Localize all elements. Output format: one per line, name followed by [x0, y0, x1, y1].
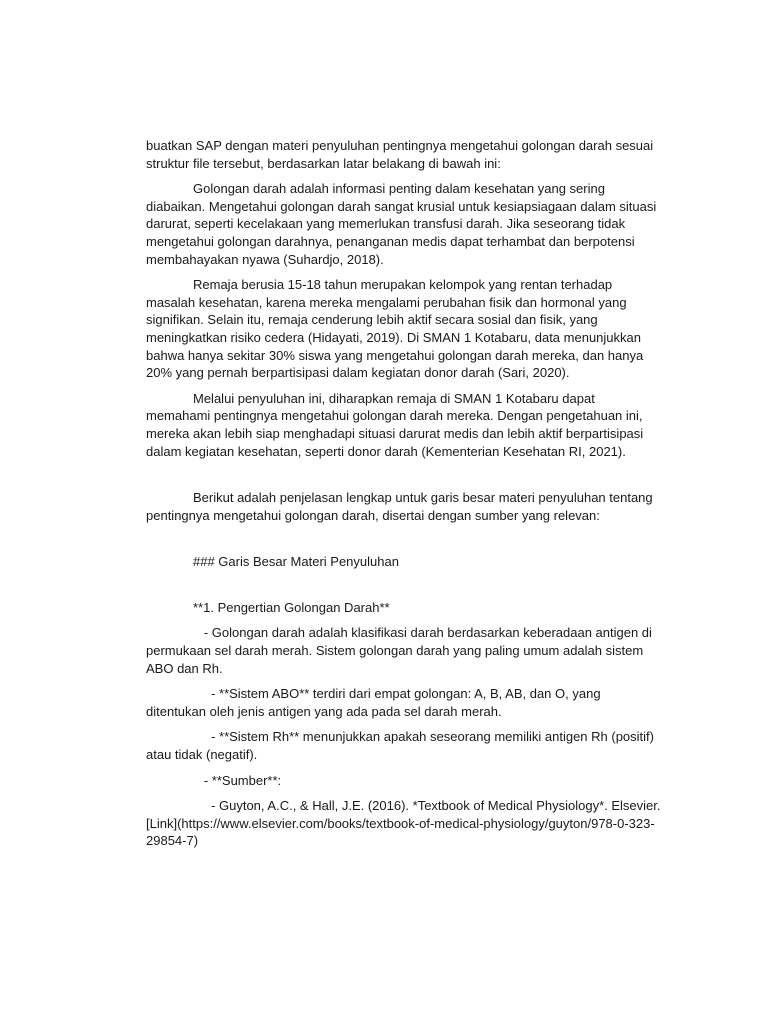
section-1-title: **1. Pengertian Golongan Darah**: [193, 599, 390, 615]
document-page: [146, 137, 665, 858]
outline-intro-paragraph: Berikut adalah penjelasan lengkap untuk garis besar materi penyuluhan tentang pentingnya mengetahui golongan darah, disertai dengan sumber yang relevan:: [146, 490, 657, 523]
background-paragraph-3: Melalui penyuluhan ini, diharapkan remaja di SMAN 1 Kotabaru dapat memahami pentingnya mengetahui golongan darah mereka. Dengan pengetahuan ini, mereka akan lebih siap menghadapi situasi darurat medis dan lebih aktif berpartisipasi dalam kegiatan kesehatan, seperti donor darah (Kementerian Kesehatan RI, 2021).: [146, 390, 647, 459]
section-1-abo-system: - **Sistem ABO** terdiri dari empat golongan: A, B, AB, dan O, yang ditentukan oleh jenis antigen yang ada pada sel darah merah.: [146, 686, 605, 719]
outline-heading: ### Garis Besar Materi Penyuluhan: [193, 554, 399, 570]
background-paragraph-2: Remaja berusia 15-18 tahun merupakan kelompok yang rentan terhadap masalah kesehatan, karena mereka mengalami perubahan fisik dan hormonal yang signifikan. Selain itu, remaja cenderung lebih aktif secara sosial dan fisik, yang meningkatkan risiko cedera (Hidayati, 2019). Di SMAN 1 Kotabaru, data menunjukkan bahwa hanya sekitar 30% siswa yang mengetahui golongan darah mereka, dan hanya 20% yang pernah berpartisipasi dalam kegiatan donor darah (Sari, 2020).: [146, 277, 647, 381]
intro-request-paragraph: buatkan SAP dengan materi penyuluhan pentingnya mengetahui golongan darah sesuai struktur file tersebut, berdasarkan latar belakang di bawah ini:: [146, 138, 657, 171]
background-paragraph-1: Golongan darah adalah informasi penting dalam kesehatan yang sering diabaikan. Mengetahui golongan darah sangat krusial untuk kesiapsiagaan dalam situasi darurat, seperti kecelakaan yang memerlukan transfusi darah. Jika seseorang tidak mengetahui golongan darahnya, penanganan medis dapat terhambat dan berpotensi membahayakan nyawa (Suhardjo, 2018).: [146, 181, 660, 267]
section-1-definition: - Golongan darah adalah klasifikasi darah berdasarkan keberadaan antigen di permukaan sel darah merah. Sistem golongan darah yang paling umum adalah sistem ABO dan Rh.: [146, 625, 656, 676]
section-1-rh-system: - **Sistem Rh** menunjukkan apakah seseorang memiliki antigen Rh (positif) atau tidak (negatif).: [146, 729, 658, 763]
section-1-source-label: - **Sumber**:: [193, 772, 282, 788]
section-1-source-citation: - Guyton, A.C., & Hall, J.E. (2016). *Textbook of Medical Physiology*. Elsevier. [Link](https://www.elsevier.com/books/textbook-of-medical-physiology/guyton/978-0-323-29854-7): [146, 798, 665, 849]
